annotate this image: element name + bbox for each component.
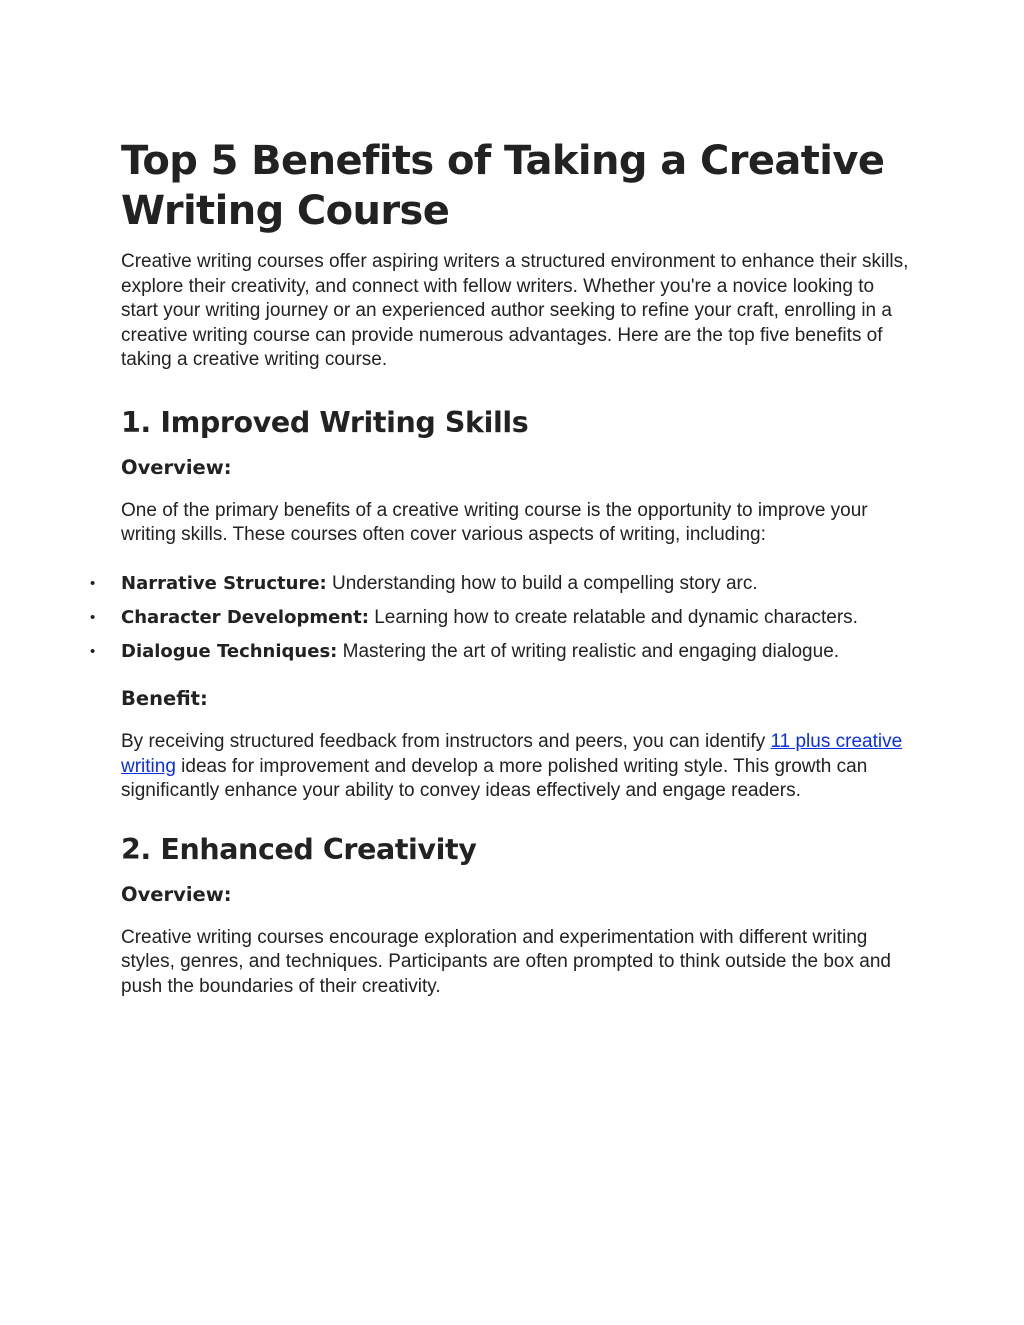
bullet-icon: • xyxy=(90,642,96,660)
benefit-paragraph xyxy=(121,730,911,804)
page-title: Top 5 Benefits of Taking a Creative Writing Course xyxy=(121,138,885,234)
list-item xyxy=(90,572,911,597)
list-item-term: Character Development: xyxy=(121,606,369,628)
overview-label: Overview: xyxy=(121,455,232,479)
overview-label: Overview: xyxy=(121,882,232,906)
list-item xyxy=(90,606,911,631)
section-improved-writing-skills xyxy=(90,405,911,804)
list-item-text: Mastering the art of writing realistic and engaging dialogue. xyxy=(337,640,840,662)
list-item xyxy=(90,640,911,665)
creative-writing-link[interactable]: 11 plus creative writing xyxy=(121,731,903,777)
bullet-icon: • xyxy=(90,574,96,592)
overview-paragraph: Creative writing courses encourage exploration and experimentation with different writing styles, genres, and techniques. Participants are often prompted to think outside the box and push the boundaries of their creativity. xyxy=(121,926,891,997)
list-item-term: Narrative Structure: xyxy=(121,572,327,594)
list-item-text: Understanding how to build a compelling story arc. xyxy=(326,572,758,594)
benefit-label: Benefit: xyxy=(121,687,208,710)
section-enhanced-creativity xyxy=(121,832,911,1000)
list-item-text: Learning how to create relatable and dynamic characters. xyxy=(368,606,858,628)
benefit-text-after: ideas for improvement and develop a more polished writing style. This growth can significantly enhance your ability to convey ideas effectively and engage readers. xyxy=(121,755,868,801)
list-item-term: Dialogue Techniques: xyxy=(121,640,338,662)
article xyxy=(90,136,911,999)
bullet-icon: • xyxy=(90,608,96,626)
section-heading: 2. Enhanced Creativity xyxy=(121,832,477,866)
overview-paragraph: One of the primary benefits of a creative writing course is the opportunity to improve your writing skills. These courses often cover various aspects of writing, including: xyxy=(121,499,868,545)
intro-paragraph: Creative writing courses offer aspiring writers a structured environment to enhance their skills, explore their creativity, and connect with fellow writers. Whether you're a novice looking to start your writing journey or an experienced author seeking to refine your craft, enrolling in a creative writing course can provide numerous advantages. Here are the top five benefits of taking a creative writing course. xyxy=(121,251,909,370)
benefit-text-before: By receiving structured feedback from instructors and peers, you can identify xyxy=(121,731,771,752)
section-heading: 1. Improved Writing Skills xyxy=(121,405,529,439)
skills-list xyxy=(90,572,911,665)
